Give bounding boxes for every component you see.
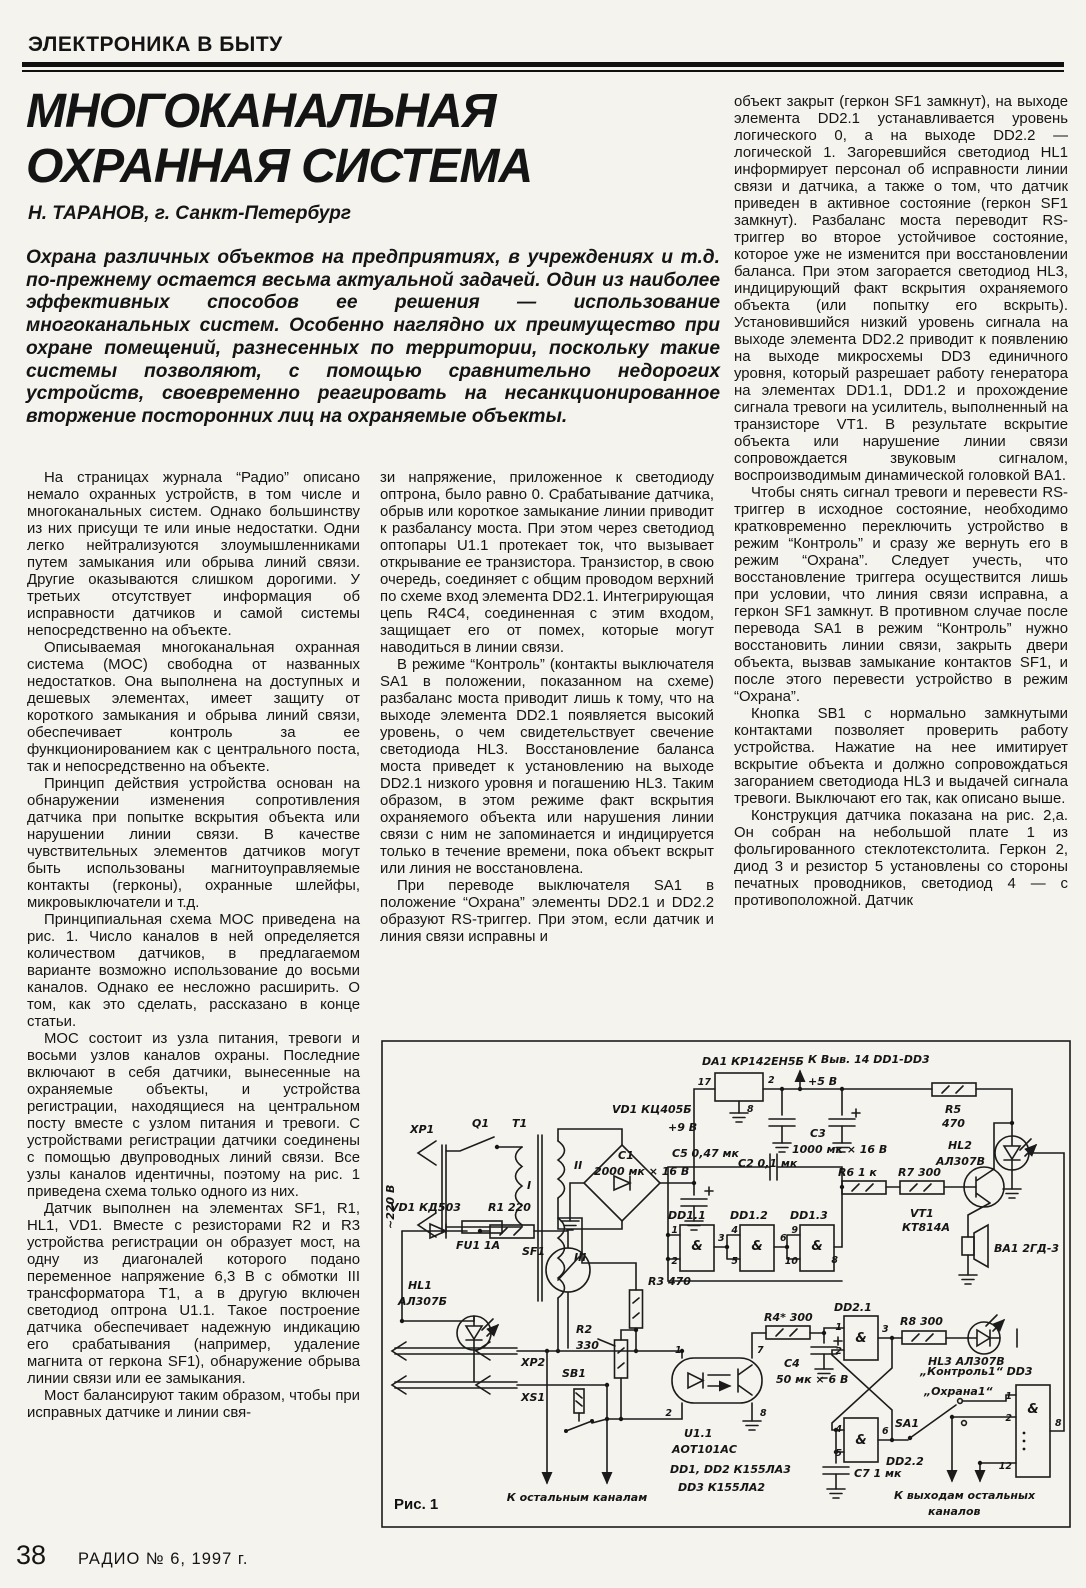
- label-hl2: HL2: [948, 1139, 972, 1152]
- page-number: 38: [16, 1540, 47, 1570]
- column-left: [27, 470, 360, 1422]
- label-r5-value: 470: [942, 1117, 965, 1130]
- regulator-da1: [715, 1073, 763, 1101]
- label-vd1-bridge: VD1 КЦ405Б: [612, 1103, 692, 1116]
- label-r2-value: 330: [576, 1339, 599, 1352]
- label-c5: C5 0,47 мк: [672, 1147, 739, 1160]
- label-q1: Q1: [472, 1117, 490, 1130]
- pin-label: 3: [718, 1233, 725, 1244]
- and-symbol: &: [691, 1239, 703, 1254]
- label-kontrol-position: „Контроль1“ DD3: [920, 1365, 1033, 1378]
- label-plus5: +5 В: [808, 1075, 838, 1088]
- label-to-pin14: К Выв. 14 DD1-DD3: [808, 1053, 930, 1066]
- label-u1-1: U1.1: [684, 1427, 713, 1440]
- label-c1-value: 2000 мк × 16 В: [594, 1165, 690, 1178]
- article-author: Н. ТАРАНОВ, г. Санкт-Петербург: [28, 203, 352, 224]
- label-sf1: SF1: [522, 1245, 546, 1258]
- label-xp1: XP1: [410, 1123, 435, 1136]
- label-c4: C4: [784, 1357, 800, 1370]
- label-to-outputs-2: каналов: [928, 1505, 981, 1518]
- label-dd2-2: DD2.2: [886, 1455, 924, 1468]
- figure-caption: Рис. 1: [394, 1496, 439, 1513]
- pin-label: 8: [747, 1104, 754, 1115]
- paragraph: МОС состоит из узла питания, тревоги и восьми узлов каналов охраны. Последние включают в себя датчики, вынесенные на охраняемые объекты, и устройства регистрации, находящиеся на центральном посту вместе с узлом питания и тревоги. С устройствами регистрации датчики соединены с помощью двупроводных линий связи. Все узлы каналов идентичны, поэтому на рис. 1 приведена схема только одного из них.: [27, 1031, 360, 1200]
- pin-label: 1: [835, 1322, 842, 1333]
- paragraph: Принципиальная схема МОС приведена на рис. 1. Число каналов в ней определяется количеством датчиков, в предлагаемом варианте возможно использование до восьми каналов. Однако ее несложно расширить. О том, как это сделать, рассказано в конце статьи.: [27, 912, 360, 1030]
- pin-label: 8: [1055, 1418, 1062, 1429]
- pin-label: 6: [780, 1233, 787, 1244]
- label-r1: R1 220: [488, 1201, 531, 1214]
- pin-label: 2: [671, 1256, 678, 1267]
- paragraph: Конструкция датчика показана на рис. 2,а. Он собран на небольшой плате 1 из фольгированного стеклотекстолита. Геркон 2, диод 3 и резистор 5 установлены со стороны печатных проводников, светодиод 4 — с противоположной. Датчик: [734, 808, 1068, 909]
- paragraph: Принцип действия устройства основан на обнаружении изменения сопротивления датчика при попытке вскрытия объекта или нарушении линии связи. В качестве чувствительных элементов датчиков могут быть использованы магнитоуправляемые контакты (герконы), охранные шлейфы, микровыключатели и т.д.: [27, 776, 360, 911]
- pin-label: 8: [760, 1408, 767, 1419]
- pin-label: 5: [835, 1448, 842, 1459]
- core: [538, 1135, 542, 1301]
- pin-label: 1: [671, 1225, 678, 1236]
- label-mains: ~220 В: [384, 1184, 397, 1229]
- label-r4: R4* 300: [764, 1311, 813, 1324]
- pin-label: 5: [731, 1256, 738, 1267]
- pin-label: 4: [835, 1424, 842, 1435]
- paragraph: Мост балансируют таким образом, чтобы при исправных датчике и линии свя-: [27, 1388, 360, 1421]
- label-sb1: SB1: [562, 1367, 586, 1380]
- label-vd1-kd503: VD1 КД503: [390, 1201, 461, 1214]
- label-ba1: BA1 2ГД-3: [994, 1242, 1060, 1255]
- label-to-outputs-1: К выходам остальных: [894, 1489, 1036, 1502]
- paragraph: Кнопка SB1 с нормально замкнутыми контактами позволяет проверить работу устройства. Нажатие на нее имитирует вскрытие объекта и должно сопровождаться загоранием светодиода HL3 и выдачей сигнала тревоги. Выключают его так, как описано выше.: [734, 706, 1068, 807]
- label-chip-types-2: DD3 К155ЛА2: [678, 1481, 766, 1494]
- label-plus9: +9 В: [668, 1121, 698, 1134]
- and-symbol: &: [855, 1433, 867, 1448]
- label-dd1-2: DD1.2: [730, 1209, 768, 1222]
- label-fu1: FU1 1А: [456, 1239, 501, 1252]
- label-dd2-1: DD2.1: [834, 1301, 872, 1314]
- label-c3: C3: [810, 1127, 826, 1140]
- and-symbol: &: [1027, 1402, 1039, 1417]
- label-hl1: HL1: [408, 1279, 432, 1292]
- title-line-1: МНОГОКАНАЛЬНАЯ: [26, 85, 496, 138]
- pin-label: 12: [998, 1461, 1012, 1472]
- label-xp2: XP2: [521, 1356, 546, 1369]
- label-dd1-3: DD1.3: [790, 1209, 828, 1222]
- column-middle: [380, 470, 714, 946]
- winding-3: [558, 1218, 565, 1298]
- pin-label: 2: [1005, 1413, 1012, 1424]
- plug-xp1-icon: [418, 1141, 436, 1237]
- pin-label: 17: [697, 1077, 711, 1088]
- pin-label: 10: [784, 1256, 798, 1267]
- column-right: [734, 94, 1068, 910]
- pin-label: 6: [882, 1426, 889, 1437]
- led-hl3-icon: [968, 1315, 1004, 1354]
- and-symbol: &: [751, 1239, 763, 1254]
- label-r7: R7 300: [898, 1166, 941, 1179]
- pin-label: 1: [675, 1345, 682, 1356]
- pin-label: 1: [1005, 1391, 1012, 1402]
- label-r6: R6 1 к: [838, 1166, 877, 1179]
- pin-label: 9: [791, 1225, 798, 1236]
- label-xs1: XS1: [521, 1391, 546, 1404]
- label-vt1: VT1: [910, 1207, 934, 1220]
- pin-label: 3: [882, 1324, 889, 1335]
- paragraph: объект закрыт (геркон SF1 замкнут), на выходе элемента DD2.1 устанавливается уровень логического 0, а на выходе DD2.2 — логической 1. Загоревшийся светодиод HL1 информирует персонал об исправности линии связи и датчика, а также о том, что датчик приведен в активное состояние (геркон SF1 замкнут). Разбаланс моста переводит RS-триггер во второе устойчивое состояние, которое уже не изменится при восстановлении баланса. При этом загорается светодиод HL3, индицирующий факт вскрытия охраняемого объекта (или попытку его вскрыть). Установившийся низкий уровень сигнала на выходе элемента DD2.2 приводит к появлению на выходе микросхемы DD3 единичного уровня, который разрешает работу генератора на элементах DD1.1, DD1.2 и прохождение сигнала тревоги на усилитель, выполненный на транзисторе VT1. В результате вскрытие объекта или нарушение линии связи сопровождается звуковым сигналом, воспроизводимым динамической головкой BA1.: [734, 94, 1068, 484]
- label-chip-types-1: DD1, DD2 К155ЛА3: [670, 1463, 791, 1476]
- rubric-rule-thin: [22, 70, 1064, 72]
- label-r5: R5: [945, 1103, 962, 1116]
- issue-line: РАДИО № 6, 1997 г.: [78, 1550, 249, 1568]
- label-w2: II: [574, 1159, 583, 1172]
- label-c7: С7 1 мк: [854, 1467, 902, 1480]
- label-da1: DA1 КР142ЕН5Б: [702, 1055, 804, 1068]
- optocoupler-u1-1: [672, 1358, 762, 1403]
- label-c2: C2 0,1 мк: [738, 1157, 798, 1170]
- label-w3: III: [574, 1251, 587, 1264]
- paragraph: В режиме “Контроль” (контакты выключателя SA1 в положении, показанном на схеме) разбаланс моста приводит лишь к тому, что на выходе элемента DD2.1 появляется высокий уровень, о чем свидетельствует свечение светодиода HL3. Восстановление баланса моста приведет к установлению на выходе DD2.1 низкого уровня и погашению HL3. Таким образом, в этом режиме факт вскрытия охраняемого объекта или нарушения линии связи с ним не запоминается и индицируется только в течение времени, пока объект вскрыт или линия не восстановлена.: [380, 657, 714, 877]
- pin-label: 2: [665, 1408, 672, 1419]
- label-t1: T1: [512, 1117, 528, 1130]
- label-c3-value: 1000 мк × 16 В: [792, 1143, 888, 1156]
- pin-label: 2: [768, 1075, 775, 1086]
- paragraph: Датчик выполнен на элементах SF1, R1, HL1, VD1. Вместе с резисторами R2 и R3 устройства регистрации он образует мост, на одну из диагоналей которого подано переменное напряжение 6,3 В с обмотки III трансформатора Т1, а в другую включен светодиод оптрона U1.1. Такое построение датчика обеспечивает надежную индикацию его срабатывания (например, удаление магнита от геркона SF1), обнаружение обрыва линии связи или ее замыкания.: [27, 1201, 360, 1387]
- label-hl3: HL3 АЛ307В: [928, 1355, 1005, 1368]
- label-vt1-type: КТ814А: [902, 1221, 950, 1234]
- speaker-ba1-icon: [962, 1237, 974, 1255]
- figure-1-schematic: [372, 1033, 1078, 1540]
- and-symbol: &: [855, 1331, 867, 1346]
- label-u1-1-type: АОТ101АС: [672, 1443, 737, 1456]
- paragraph: Чтобы снять сигнал тревоги и перевести RS-триггер в исходное состояние, необходимо кратковременно переключить устройство в режим “Контроль” и сразу же вернуть его в режим “Охрана”. Следует учесть, что восстановление триггера осуществится лишь при условии, что линия связи исправна, а геркон SF1 замкнут. В противном случае после перевода SA1 в режим “Контроль” нужно восстановить линии связи, закрыть двери объекта, вызвав замыкание контактов SF1, и после этого перевести устройство в режим “Охрана”.: [734, 485, 1068, 705]
- label-c4-value: 50 мк × 6 В: [776, 1373, 849, 1386]
- paragraph: зи напряжение, приложенное к светодиоду оптрона, было равно 0. Срабатывание датчика, обрыв или короткое замыкание линии приводит к разбалансу моста. При этом через светодиод оптопары U1.1 протекает ток, что вызывает открывание ее транзистора. Транзистор, в свою очередь, соединяет с общим проводом верхний по схеме вход элемента DD2.1. Интегрирующая цепь R4C4, соединенная с этим входом, защищает его от помех, которые могут наводиться в линии связи.: [380, 470, 714, 656]
- pin-label: 8: [831, 1255, 838, 1266]
- rubric: ЭЛЕКТРОНИКА В БЫТУ: [28, 33, 283, 56]
- label-ohrana-position: „Охрана1“: [924, 1385, 993, 1398]
- paragraph: Описываемая многоканальная охранная система (МОС) свободна от названных недостатков. Она выполнена на доступных и дешевых элементах, имеет защиту от короткого замыкания и обрыва линий связи, обеспечивает контроль за ее функционированием как с центрального поста, так и непосредственно на объекте.: [27, 640, 360, 775]
- label-hl1-type: АЛ307Б: [398, 1295, 447, 1308]
- label-to-other-channels: К остальным каналам: [506, 1491, 648, 1504]
- label-r2: R2: [576, 1323, 593, 1336]
- label-w1: I: [527, 1179, 532, 1192]
- article-lead: Охрана различных объектов на предприятиях, в учреждениях и т.д. по-прежнему остается весьма актуальной задачей. Один из наиболее эффективных способов ее решения — использование многоканальных систем. Особенно наглядно их преимущество при охране помещений, разнесенных по территории, поскольку такие системы позволяют, с помощью сравнительно недорогих устройств, своевременно реагировать на несанкционированное вторжение посторонних лиц на охраняемые объекты.: [26, 247, 720, 427]
- label-r8: R8 300: [900, 1315, 943, 1328]
- pin-label: 7: [757, 1345, 764, 1356]
- gate-dd3: [1016, 1385, 1050, 1477]
- paragraph: На страницах журнала “Радио” описано немало охранных устройств, в том числе и многоканальных систем. Однако большинству из них присущи те или иные недостатки. Одни легко нейтрализуются злоумышленниками путем замыкания или обрыва линий связи. Другие оказываются слишком дорогими. У третьих отсутствует информация об исправности датчиков и самой системы непосредственно на объекте.: [27, 470, 360, 639]
- pin-label: 2: [835, 1346, 842, 1357]
- paragraph: При переводе выключателя SA1 в положение “Охрана” элементы DD2.1 и DD2.2 образуют RS-триггер. При этом, если датчик и линия связи исправны и: [380, 878, 714, 945]
- winding-2: [558, 1141, 565, 1198]
- label-sa1: SA1: [895, 1417, 920, 1430]
- label-dd1-1: DD1.1: [668, 1209, 706, 1222]
- rubric-rule-thick: [22, 62, 1064, 67]
- article-title: [26, 84, 730, 194]
- and-symbol: &: [811, 1239, 823, 1254]
- label-hl2-type: АЛ307В: [936, 1155, 985, 1168]
- label-r3: R3 470: [648, 1275, 691, 1288]
- title-line-2: ОХРАННАЯ СИСТЕМА: [26, 140, 533, 193]
- label-c1: C1: [618, 1149, 634, 1162]
- pin-label: 4: [731, 1225, 738, 1236]
